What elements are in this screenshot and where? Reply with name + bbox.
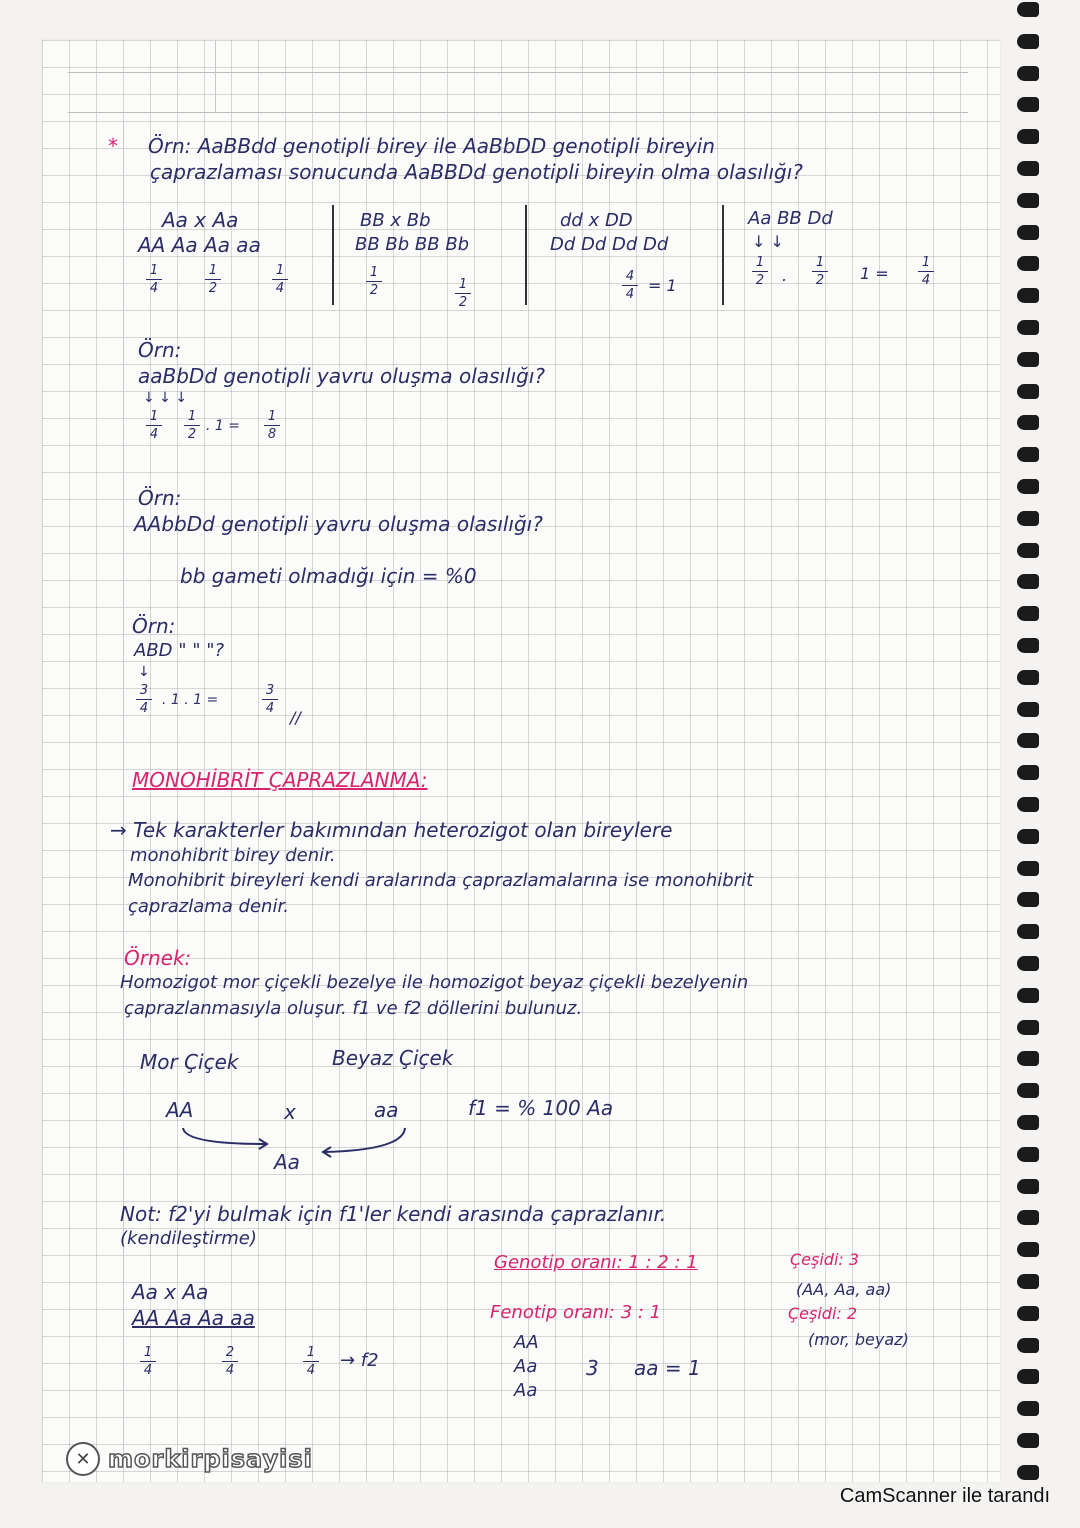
spiral-ring [1017,34,1039,49]
spiral-ring [1017,479,1039,494]
col1-cross: Aa x Aa [162,208,239,232]
col1-frac-2: 1 2 [205,264,221,295]
monohibrit-heading: MONOHİBRİT ÇAPRAZLANMA: [132,768,428,792]
spiral-ring [1017,288,1039,303]
spiral-ring [1017,1338,1039,1353]
spiral-ring [1017,1210,1039,1225]
ornek-line1: Homozigot mor çiçekli bezelye ile homozigot beyaz çiçekli bezelyenin [120,972,749,993]
spiral-ring [1017,1369,1039,1384]
spiral-ring [1017,638,1039,653]
f2-offspring: AA Aa Aa aa [132,1306,255,1330]
example3-label: Örn: [138,486,182,510]
dominant-1: AA [514,1332,539,1353]
spiral-ring [1017,1242,1039,1257]
example3-question: AAbbDd genotipli yavru oluşma olasılığı? [134,512,543,536]
recessive-count: aa = 1 [634,1356,701,1380]
example2-calc: . 1 = [206,418,240,434]
phenotype-variety: Çeşidi: 2 [788,1304,858,1323]
spiral-ring [1017,1401,1039,1416]
col3-result: = 1 [648,276,677,295]
spiral-ring [1017,702,1039,717]
spiral-ring [1017,384,1039,399]
parent1-genotype: AA [166,1098,194,1122]
f2-frac-3: 1 4 [303,1346,319,1377]
genotip-ratio: Genotip oranı: 1 : 2 : 1 [494,1252,698,1273]
scan-label: CamScanner ile tarandı [839,1485,1050,1507]
f1-result: f1 = % 100 Aa [468,1096,614,1120]
spiral-ring [1017,829,1039,844]
col1-offspring: AA Aa Aa aa [138,233,261,257]
genotype-variety-detail: (AA, Aa, aa) [796,1280,892,1299]
example3-answer: bb gameti olmadığı için = %0 [180,564,477,588]
spiral-ring [1017,1083,1039,1098]
example2-answer: 1 8 [264,410,280,441]
example2-question: aaBbDd genotipli yavru oluşma olasılığı? [138,364,546,388]
col2-frac-1: 1 2 [366,266,382,297]
spiral-ring [1017,606,1039,621]
spiral-ring [1017,1115,1039,1130]
dominant-count: 3 [586,1356,599,1380]
spiral-ring [1017,1147,1039,1162]
spiral-ring [1017,415,1039,430]
spiral-ring [1017,161,1039,176]
spiral-ring [1017,193,1039,208]
spiral-ring [1017,1179,1039,1194]
monohibrit-line3: Monohibrit bireyleri kendi aralarında çaprazlamalarına ise monohibrit [128,870,754,891]
f2-cross: Aa x Aa [132,1280,209,1304]
genotype-variety: Çeşidi: 3 [790,1250,860,1269]
col4-genes: Aa BB Dd [748,208,833,229]
ornek-label: Örnek: [124,946,192,970]
not-line1: Not: f2'yi bulmak için f1'ler kendi arasında çaprazlanır. [120,1202,667,1226]
example2-frac-1: 1 4 [146,410,162,441]
monohibrit-line1: → Tek karakterler bakımından heterozigot olan bireylere [110,818,673,842]
spiral-ring [1017,797,1039,812]
column-divider [332,205,334,305]
spiral-ring [1017,924,1039,939]
column-divider [525,205,527,305]
spiral-ring [1017,765,1039,780]
spiral-ring [1017,447,1039,462]
spiral-ring [1017,988,1039,1003]
spiral-ring [1017,66,1039,81]
col1-frac-1: 1 4 [146,264,162,295]
margin-line [123,120,124,1450]
example4-calc: . 1 . 1 = [162,692,219,708]
spiral-ring [1017,543,1039,558]
spiral-ring [1017,670,1039,685]
header-rule [68,72,968,73]
spiral-ring [1017,129,1039,144]
example2-frac-2: 1 2 [184,410,200,441]
spiral-ring [1017,225,1039,240]
spiral-ring [1017,1020,1039,1035]
star-mark: * [108,134,118,158]
example4-label: Örn: [132,614,176,638]
col2-frac-2: 1 2 [455,278,471,309]
col4-dot: . [782,266,788,285]
parent2-genotype: aa [374,1098,399,1122]
example2-label: Örn: [138,338,182,362]
col4-one-eq: 1 = [860,264,889,283]
spiral-ring [1017,1306,1039,1321]
not-line2: (kendileştirme) [120,1228,257,1249]
spiral-ring [1017,1465,1039,1480]
example4-answer: 3 4 [262,684,278,715]
monohibrit-line4: çaprazlama denir. [128,896,289,917]
hedgehog-icon: ✕ [66,1442,100,1476]
spiral-ring [1017,256,1039,271]
example4-arrow: ↓ [138,664,150,680]
header-divider [215,40,216,112]
spiral-ring [1017,1433,1039,1448]
example4-mark: // [290,708,301,727]
dominant-2: Aa [514,1356,538,1377]
col4-arrows: ↓ ↓ [752,232,784,251]
col1-frac-3: 1 4 [272,264,288,295]
header-rule [68,112,968,113]
spiral-ring [1017,1051,1039,1066]
f1-genotype: Aa [274,1150,300,1174]
watermark-text: morkirpisayisi [108,1445,313,1473]
f2-arrow: → f2 [340,1350,379,1371]
example4-frac: 3 4 [136,684,152,715]
spiral-ring [1017,511,1039,526]
ornek-line2: çaprazlanmasıyla oluşur. f1 ve f2 döllerini bulunuz. [124,998,583,1019]
watermark-logo [66,1442,313,1476]
example4-question: ABD " " "? [134,640,225,661]
phenotype-variety-detail: (mor, beyaz) [808,1330,909,1349]
col4-answer: 1 4 [918,256,934,287]
spiral-ring [1017,320,1039,335]
spiral-ring [1017,956,1039,971]
example1-title-line2: çaprazlaması sonucunda AaBBDd genotipli bireyin olma olasılığı? [150,160,803,184]
spiral-ring [1017,352,1039,367]
col4-frac-2: 1 2 [812,256,828,287]
parent1-label: Mor Çiçek [140,1050,239,1074]
example1-title-line1: Örn: AaBBdd genotipli birey ile AaBbDD genotipli bireyin [148,134,715,158]
column-divider [722,205,724,305]
cross-symbol: x [284,1100,296,1124]
f2-frac-2: 2 4 [222,1346,238,1377]
col4-frac-1: 1 2 [752,256,768,287]
spiral-ring [1017,733,1039,748]
spiral-ring [1017,97,1039,112]
spiral-ring [1017,861,1039,876]
col3-frac: 4 4 [622,270,638,301]
col2-offspring: BB Bb BB Bb [355,234,470,255]
col3-offspring: Dd Dd Dd Dd [550,234,669,255]
dominant-3: Aa [514,1380,538,1401]
spiral-ring [1017,1274,1039,1289]
spiral-ring [1017,892,1039,907]
monohibrit-line2: monohibrit birey denir. [130,845,336,866]
parent2-label: Beyaz Çiçek [332,1046,454,1070]
col3-cross: dd x DD [560,210,633,231]
fenotip-ratio: Fenotip oranı: 3 : 1 [490,1302,662,1323]
col2-cross: BB x Bb [360,210,431,231]
spiral-ring [1017,2,1039,17]
example2-arrows: ↓ ↓ ↓ [143,390,188,406]
spiral-ring [1017,574,1039,589]
f2-frac-1: 1 4 [140,1346,156,1377]
